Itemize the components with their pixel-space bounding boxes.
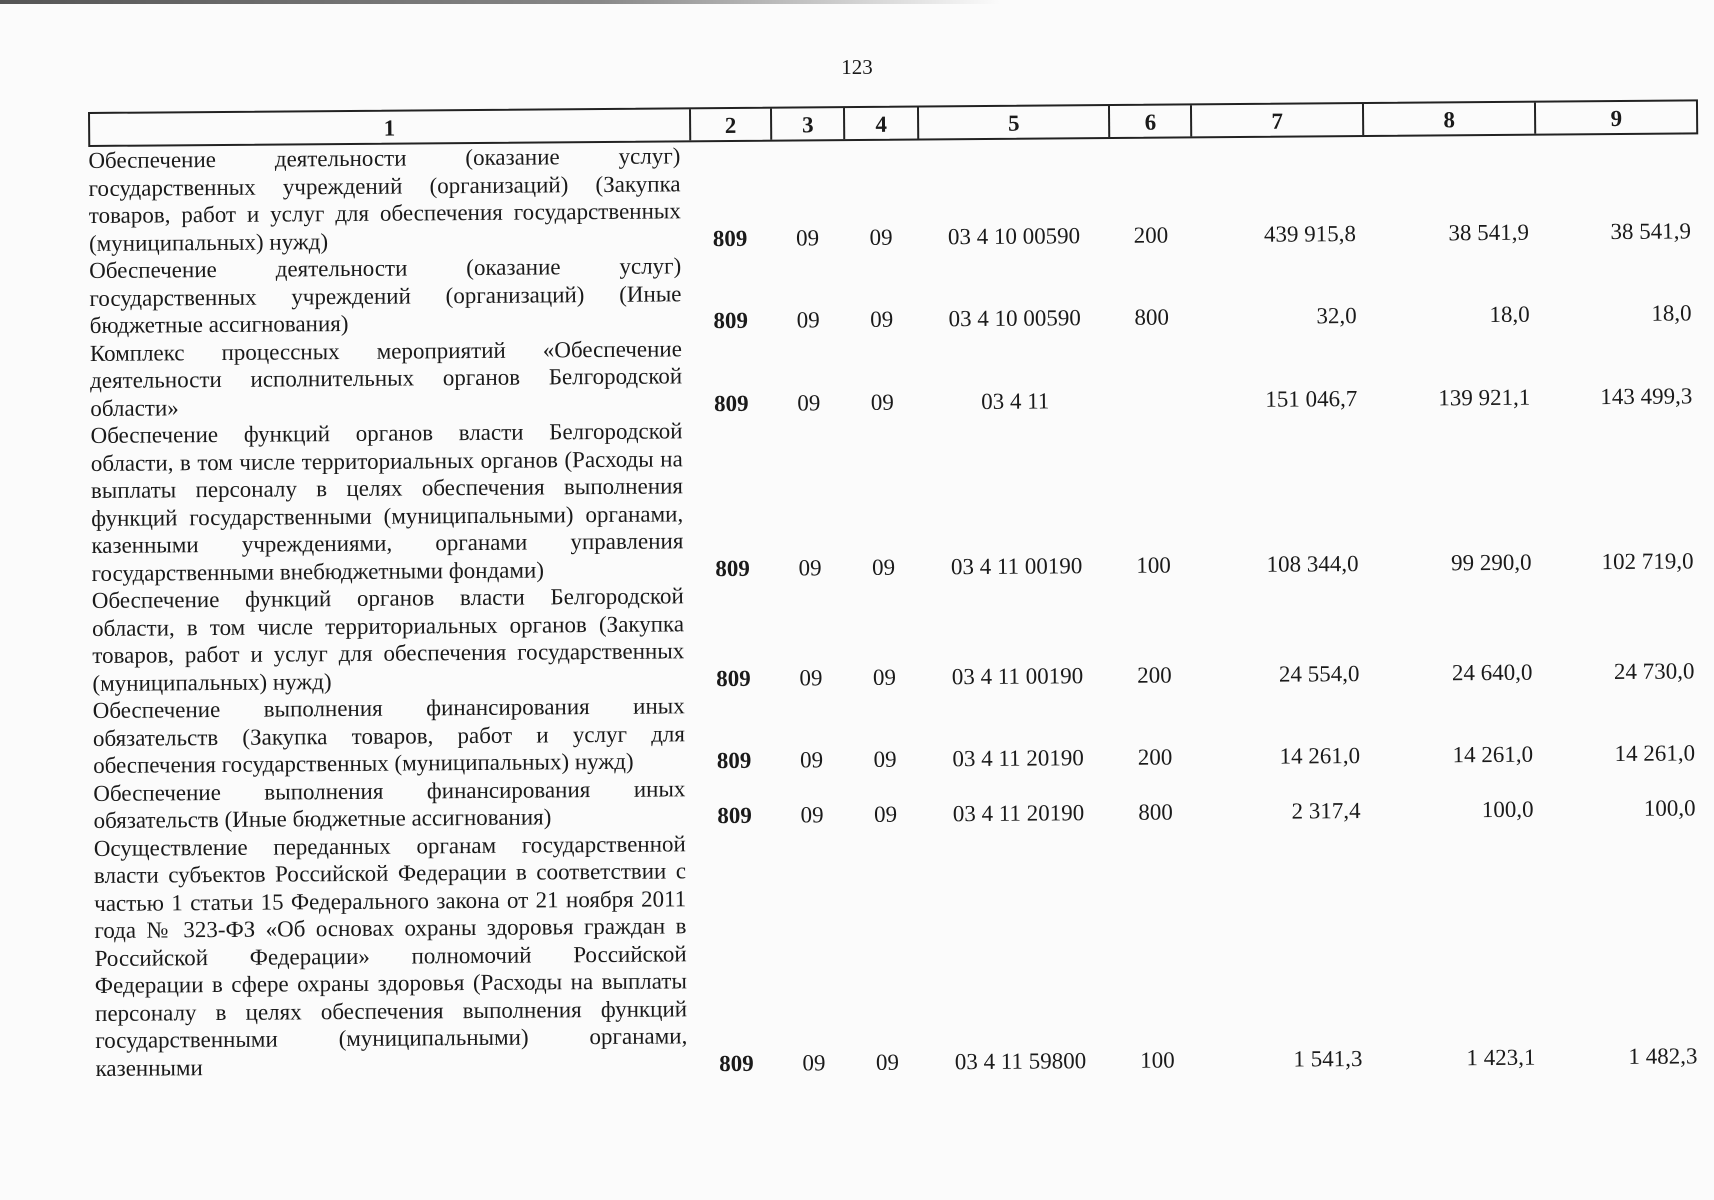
cell-section: 09: [796, 307, 820, 333]
cell-subsection: 09: [870, 389, 894, 415]
cell-section: 09: [800, 802, 824, 828]
row-name: Обеспечение функций органов власти Белгородской области, в том числе территориальных органов (Закупка товаров, работ и услуг для обеспечения государственных (муниципальных) нужд): [91, 583, 685, 696]
header-col-4: 4: [843, 107, 917, 139]
cell-ministry: 809: [713, 307, 749, 334]
cell-expense-type: 200: [1133, 222, 1169, 248]
table-row: [93, 684, 1704, 779]
header-col-3: 3: [770, 108, 843, 140]
header-col-6: 6: [1108, 105, 1190, 137]
header-col-9: 9: [1534, 101, 1696, 133]
header-col-1: 1: [383, 115, 396, 141]
header-col-5: 5: [917, 106, 1109, 139]
cell-subsection: 09: [873, 801, 898, 827]
row-name: Обеспечение выполнения финансирования иных обязательств (Иные бюджетные ассигнования): [93, 775, 686, 833]
cell-ministry: 809: [716, 747, 752, 774]
cell-subsection: 09: [875, 1049, 900, 1075]
cell-section: 09: [800, 747, 824, 773]
cell-subsection: 09: [869, 224, 893, 250]
cell-section: 09: [797, 389, 821, 415]
cell-amount-col-9: 38 541,9: [1610, 217, 1692, 244]
cell-amount-col-8: 1 423,1: [1466, 1044, 1536, 1070]
cell-amount-col-9: 24 730,0: [1613, 657, 1695, 684]
page-number: 123: [841, 55, 873, 79]
cell-amount-col-8: 99 290,0: [1450, 549, 1532, 575]
row-name: Осуществление переданных органам государственной власти субъектов Российской Федерации в соответствии с частью 1 статьи 15 Федерального закона от 21 ноября 2011 года № 323-ФЗ «Об основах охраны здоровья граждан в Российской Федерации» полномочий Российской Федерации в сфере охраны здоровья (Расходы на выплаты персоналу в целях обеспечения выполнения функций государственными (муниципальными) органами, казенными: [93, 830, 688, 1081]
scan-edge: [0, 0, 1000, 4]
cell-amount-col-7: 24 554,0: [1278, 660, 1360, 687]
cell-expense-type: 100: [1140, 1046, 1175, 1073]
table-row: [89, 244, 1700, 339]
cell-amount-col-9: 14 261,0: [1614, 740, 1696, 767]
cell-section: 09: [795, 224, 820, 250]
row-name: Обеспечение выполнения финансирования иных обязательств (Закупка товаров, работ и услуг для обеспечения государственных (муниципальных) нужд): [92, 693, 685, 778]
cell-target-article: 03 4 10 00590: [947, 222, 1081, 249]
row-name: Обеспечение деятельности (оказание услуг) государственных учреждений (организаций) (Закупка товаров, работ и услуг для обеспечения государственных (муниципальных) нужд): [88, 143, 681, 256]
cell-amount-col-7: 1 541,3: [1293, 1045, 1363, 1072]
cell-amount-col-7: 32,0: [1316, 303, 1357, 329]
cell-section: 09: [799, 664, 823, 690]
cell-ministry: 809: [717, 802, 752, 829]
cell-target-article: 03 4 11 20190: [952, 800, 1085, 827]
cell-amount-col-8: 24 640,0: [1451, 659, 1533, 685]
cell-subsection: 09: [870, 306, 894, 332]
cell-ministry: 809: [719, 1050, 754, 1076]
cell-target-article: 03 4 11: [981, 387, 1050, 414]
cell-subsection: 09: [871, 554, 896, 580]
cell-target-article: 03 4 10 00590: [948, 305, 1081, 332]
header-col-2: 2: [688, 109, 770, 141]
cell-amount-col-9: 143 499,3: [1600, 382, 1693, 409]
cell-amount-col-7: 108 344,0: [1266, 550, 1359, 577]
cell-target-article: 03 4 11 20190: [952, 745, 1084, 772]
table-row: [90, 409, 1701, 587]
row-name: Комплекс процессных мероприятий «Обеспечение деятельности исполнительных органов Белгородской области»: [89, 335, 683, 421]
cell-amount-col-9: 102 719,0: [1601, 547, 1694, 574]
cell-amount-col-8: 14 261,0: [1452, 741, 1534, 768]
table-row: [88, 134, 1699, 257]
cell-ministry: 809: [715, 555, 750, 581]
cell-expense-type: 800: [1134, 304, 1169, 330]
row-name: Обеспечение функций органов власти Белгородской области, в том числе территориальных органов (Расходы на выплаты персоналу в целях обеспечения выполнения функций государственными (муниципальными) органами, казенными учреждениями, органами управления государственными внебюджетными фондами): [90, 418, 684, 586]
cell-expense-type: 200: [1137, 744, 1173, 770]
cell-amount-col-8: 139 921,1: [1438, 384, 1531, 410]
cell-ministry: 809: [713, 390, 749, 416]
table-row: [90, 327, 1701, 422]
cell-amount-col-8: 18,0: [1489, 301, 1530, 327]
cell-amount-col-8: 100,0: [1481, 796, 1534, 823]
cell-section: 09: [798, 554, 822, 580]
cell-ministry: 809: [712, 225, 748, 251]
header-col-7: 7: [1190, 104, 1362, 136]
cell-amount-col-7: 439 915,8: [1263, 220, 1357, 247]
header-col-8: 8: [1362, 103, 1535, 135]
cell-amount-col-9: 18,0: [1651, 300, 1692, 326]
cell-amount-col-7: 2 317,4: [1291, 798, 1361, 824]
cell-expense-type: 800: [1138, 799, 1173, 825]
cell-amount-col-7: 151 046,7: [1265, 385, 1358, 412]
cell-target-article: 03 4 11 59800: [954, 1047, 1087, 1074]
cell-subsection: 09: [872, 664, 897, 690]
cell-amount-col-8: 38 541,9: [1448, 219, 1530, 245]
table-row: [92, 574, 1703, 697]
cell-section: 09: [802, 1049, 826, 1075]
table-row: [94, 822, 1706, 1082]
cell-target-article: 03 4 11 00190: [950, 552, 1083, 579]
cell-amount-col-9: 1 482,3: [1628, 1042, 1698, 1069]
cell-target-article: 03 4 11 00190: [951, 662, 1084, 689]
cell-amount-col-9: 100,0: [1643, 795, 1696, 821]
cell-subsection: 09: [873, 746, 897, 772]
cell-expense-type: 200: [1137, 662, 1172, 688]
budget-table: [88, 99, 1706, 1082]
cell-expense-type: 100: [1136, 552, 1171, 578]
cell-amount-col-7: 14 261,0: [1279, 743, 1361, 769]
cell-ministry: 809: [716, 665, 751, 691]
row-name: Обеспечение деятельности (оказание услуг) государственных учреждений (организаций) (Иные бюджетные ассигнования): [89, 253, 682, 338]
